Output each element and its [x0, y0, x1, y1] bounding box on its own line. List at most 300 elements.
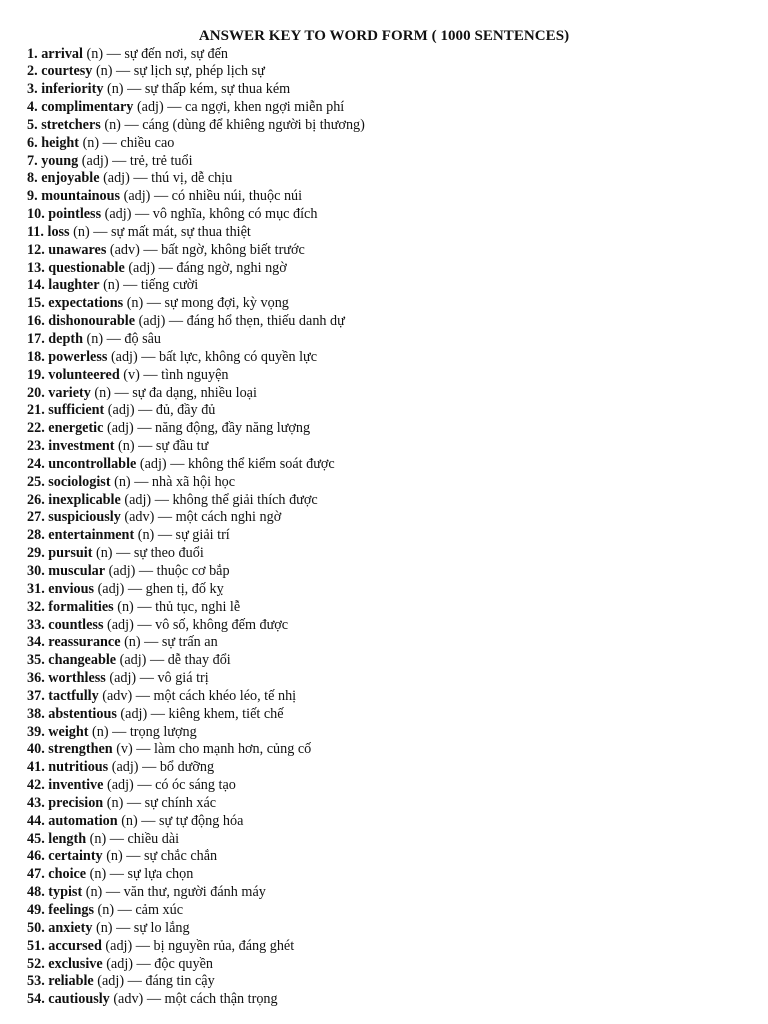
entry-number: 1.: [27, 45, 38, 62]
entry-word: laughter: [48, 277, 100, 294]
entry-word: investment: [48, 438, 115, 455]
entry-word: loss: [47, 223, 70, 240]
entry-number: 15.: [27, 295, 45, 312]
entry-part-of-speech: (adj): [111, 759, 139, 776]
entry-word: worthless: [48, 670, 106, 687]
entry-separator: —: [141, 812, 156, 829]
entry-meaning: ghen tị, đố kỵ: [145, 580, 224, 597]
entry-number: 22.: [27, 420, 45, 437]
entry-word: strengthen: [48, 741, 113, 758]
entry-separator: —: [138, 562, 154, 579]
answer-entry: [27, 795, 365, 813]
entry-word: entertainment: [48, 527, 135, 544]
answer-entry: [27, 260, 365, 278]
entry-part-of-speech: (adj): [108, 562, 136, 579]
entry-word: tactfully: [48, 687, 99, 704]
entry-separator: —: [137, 616, 152, 633]
entry-number: 13.: [27, 259, 45, 276]
entry-separator: —: [124, 116, 139, 133]
entry-number: 27.: [27, 509, 45, 526]
entry-part-of-speech: (adj): [106, 420, 134, 437]
entry-number: 37.: [27, 687, 45, 704]
answer-entry: [27, 617, 365, 635]
entry-number: 49.: [27, 902, 45, 918]
answer-entry: [27, 331, 365, 349]
answer-entry: [27, 46, 365, 64]
entry-part-of-speech: (adj): [105, 937, 133, 954]
answer-entry: [27, 456, 365, 474]
entry-part-of-speech: (n): [95, 919, 113, 936]
document-title: ANSWER KEY TO WORD FORM ( 1000 SENTENCES): [198, 28, 570, 44]
entry-meaning: làm cho mạnh hơn, củng cố: [154, 741, 312, 758]
entry-meaning: vô số, không đếm được: [155, 616, 289, 633]
entry-separator: —: [168, 313, 184, 330]
entry-meaning: bổ dưỡng: [159, 759, 215, 776]
entry-number: 42.: [27, 777, 45, 794]
entry-part-of-speech: (n): [73, 223, 90, 240]
entry-separator: —: [114, 384, 129, 401]
entry-word: young: [41, 152, 79, 169]
entry-word: courtesy: [41, 63, 93, 80]
entry-meaning: đáng ngờ, nghi ngờ: [176, 259, 287, 276]
entry-part-of-speech: (n): [85, 884, 103, 901]
entry-part-of-speech: (adj): [107, 616, 134, 633]
entry-word: reliable: [48, 973, 94, 990]
entry-word: dishonourable: [48, 313, 136, 330]
entry-number: 44.: [27, 812, 45, 829]
entry-separator: —: [106, 331, 121, 347]
answer-entry: [27, 706, 365, 724]
entry-separator: —: [123, 277, 138, 294]
entry-number: 9.: [27, 188, 38, 205]
entry-separator: —: [116, 63, 131, 80]
entry-word: weight: [48, 723, 89, 740]
entry-number: 4.: [27, 99, 38, 116]
entry-part-of-speech: (n): [106, 848, 123, 865]
entry-word: volunteered: [48, 366, 120, 383]
entry-separator: —: [137, 598, 152, 615]
entry-separator: —: [116, 545, 131, 562]
entry-number: 45.: [27, 830, 45, 847]
entry-word: formalities: [48, 598, 114, 615]
entry-word: expectations: [48, 295, 124, 312]
entry-part-of-speech: (adj): [120, 705, 148, 722]
entry-separator: —: [170, 455, 185, 472]
entry-meaning: sự chính xác: [144, 794, 217, 811]
entry-meaning: bất ngờ, không biết trước: [161, 241, 305, 258]
entry-part-of-speech: (n): [103, 277, 120, 294]
entry-part-of-speech: (n): [89, 830, 107, 847]
entry-part-of-speech: (adv): [124, 509, 155, 526]
entry-part-of-speech: (n): [86, 45, 104, 62]
entry-word: depth: [48, 331, 83, 347]
entry-word: automation: [48, 812, 118, 829]
entry-separator: —: [153, 188, 169, 205]
entry-meaning: sự chắc chắn: [144, 848, 218, 865]
answer-entry: [27, 866, 365, 884]
entry-meaning: trẻ, trẻ tuổi: [129, 152, 193, 169]
entry-part-of-speech: (n): [114, 473, 131, 490]
entry-meaning: chiều cao: [120, 134, 175, 151]
entry-meaning: tiếng cười: [140, 277, 199, 294]
entry-separator: —: [143, 241, 158, 258]
entry-part-of-speech: (n): [92, 723, 109, 740]
entry-separator: —: [109, 830, 124, 847]
answer-entry: [27, 563, 365, 581]
answer-entry: [27, 509, 365, 527]
entry-word: height: [41, 134, 80, 151]
entry-part-of-speech: (adj): [106, 955, 133, 972]
entry-part-of-speech: (adj): [128, 259, 156, 276]
entry-separator: —: [102, 134, 117, 151]
entry-part-of-speech: (adj): [110, 348, 138, 365]
answer-entry: [27, 831, 365, 849]
answer-entry: [27, 545, 365, 563]
entry-meaning: năng động, đầy năng lượng: [155, 420, 311, 437]
answer-entry: [27, 367, 365, 385]
entry-meaning: thủ tục, nghi lễ: [155, 598, 241, 615]
entry-part-of-speech: (n): [104, 116, 121, 133]
entry-word: countless: [48, 616, 104, 633]
entry-number: 48.: [27, 884, 45, 901]
entry-number: 43.: [27, 794, 45, 811]
entry-meaning: cáng (dùng để khiêng người bị thương): [142, 116, 365, 133]
entry-part-of-speech: (adj): [124, 491, 152, 508]
entry-meaning: sự mất mát, sự thua thiệt: [110, 223, 251, 240]
entry-part-of-speech: (adv): [102, 687, 133, 704]
entry-part-of-speech: (adj): [104, 206, 132, 223]
entry-word: feelings: [48, 902, 94, 918]
entry-separator: —: [154, 491, 169, 508]
answer-entry: [27, 224, 365, 242]
entry-separator: —: [117, 902, 132, 918]
entry-number: 52.: [27, 955, 45, 972]
entry-word: suspiciously: [48, 509, 121, 526]
answer-entry: [27, 956, 365, 974]
entry-number: 7.: [27, 152, 38, 169]
entry-separator: —: [136, 955, 151, 972]
answer-entry: [27, 313, 365, 331]
entry-word: reassurance: [48, 634, 121, 651]
entry-part-of-speech: (adj): [97, 580, 125, 597]
entry-separator: —: [134, 473, 149, 490]
answer-entry: [27, 385, 365, 403]
entry-meaning: không thể kiểm soát được: [187, 455, 335, 472]
entry-part-of-speech: (v): [116, 741, 133, 758]
entry-meaning: đủ, đầy đủ: [155, 402, 216, 419]
entry-part-of-speech: (adj): [139, 455, 167, 472]
entry-part-of-speech: (adv): [109, 241, 140, 258]
entry-word: anxiety: [48, 919, 93, 936]
entry-separator: —: [127, 81, 142, 98]
entry-word: length: [48, 830, 87, 847]
entry-number: 40.: [27, 741, 45, 758]
answer-entry: [27, 170, 365, 188]
entry-meaning: có nhiều núi, thuộc núi: [171, 188, 303, 205]
entry-number: 24.: [27, 455, 45, 472]
entry-separator: —: [143, 366, 158, 383]
answer-entry: [27, 902, 365, 920]
entry-part-of-speech: (n): [106, 794, 124, 811]
entry-meaning: đáng tin cậy: [145, 973, 215, 990]
entry-number: 34.: [27, 634, 45, 651]
entry-part-of-speech: (n): [82, 134, 100, 151]
entry-part-of-speech: (adj): [107, 402, 135, 419]
entry-meaning: vô giá trị: [157, 670, 209, 687]
answer-entry: [27, 117, 365, 135]
answer-entry: [27, 242, 365, 260]
entry-word: abstentious: [48, 705, 117, 722]
entry-part-of-speech: (n): [106, 81, 124, 98]
entry-meaning: sự đến nơi, sự đến: [124, 45, 228, 62]
entry-meaning: sự giải trí: [175, 527, 230, 544]
entry-word: sufficient: [48, 402, 105, 419]
entry-meaning: nhà xã hội học: [151, 473, 236, 490]
entry-number: 16.: [27, 313, 45, 330]
answer-entry: [27, 741, 365, 759]
entry-word: arrival: [41, 45, 83, 62]
entry-separator: —: [112, 152, 127, 169]
entry-word: inventive: [48, 777, 104, 794]
entry-part-of-speech: (n): [95, 545, 113, 562]
entry-part-of-speech: (n): [126, 295, 144, 312]
entry-meaning: một cách thận trọng: [164, 991, 278, 1008]
entry-meaning: sự thấp kém, sự thua kém: [144, 81, 291, 98]
entry-separator: —: [137, 420, 152, 437]
entry-part-of-speech: (n): [97, 902, 115, 918]
answer-entry: [27, 420, 365, 438]
entry-meaning: cảm xúc: [135, 902, 184, 918]
entry-meaning: sự theo đuổi: [133, 545, 204, 562]
entry-word: unawares: [48, 241, 107, 258]
entry-separator: —: [157, 509, 173, 526]
entry-number: 54.: [27, 991, 45, 1008]
entry-number: 5.: [27, 116, 38, 133]
entry-separator: —: [157, 527, 172, 544]
entry-meaning: sự lựa chọn: [127, 866, 194, 883]
answer-entry: [27, 688, 365, 706]
entry-separator: —: [141, 348, 156, 365]
entry-number: 3.: [27, 81, 38, 98]
answer-entry: [27, 81, 365, 99]
entry-number: 31.: [27, 580, 45, 597]
entry-meaning: sự tự động hóa: [159, 812, 244, 829]
answer-entry: [27, 581, 365, 599]
entry-number: 35.: [27, 652, 45, 669]
entry-meaning: thú vị, dễ chịu: [151, 170, 233, 187]
entry-separator: —: [106, 45, 121, 62]
answer-entry: [27, 188, 365, 206]
entry-meaning: kiêng khem, tiết chế: [168, 705, 284, 722]
entry-part-of-speech: (adv): [113, 991, 144, 1008]
answer-entry: [27, 135, 365, 153]
entry-number: 39.: [27, 723, 45, 740]
entry-number: 14.: [27, 277, 45, 294]
entry-separator: —: [142, 759, 157, 776]
entry-word: variety: [48, 384, 91, 401]
entry-part-of-speech: (n): [94, 384, 111, 401]
entry-part-of-speech: (n): [117, 598, 134, 615]
entry-number: 18.: [27, 348, 45, 365]
entry-number: 28.: [27, 527, 45, 544]
entry-separator: —: [144, 634, 159, 651]
entry-separator: —: [135, 206, 150, 223]
answer-entry: [27, 492, 365, 510]
entry-meaning: có óc sáng tạo: [155, 777, 236, 794]
entry-separator: —: [146, 295, 161, 312]
entry-meaning: ca ngợi, khen ngợi miễn phí: [185, 99, 345, 116]
entry-meaning: vô nghĩa, không có mục đích: [152, 206, 318, 223]
answer-entry: [27, 884, 365, 902]
entry-part-of-speech: (adj): [123, 188, 151, 205]
entry-separator: —: [138, 402, 153, 419]
entry-meaning: trọng lượng: [129, 723, 197, 740]
entry-meaning: dễ thay đổi: [167, 652, 231, 669]
answer-entry: [27, 973, 365, 991]
entry-separator: —: [126, 794, 142, 811]
answer-entry: [27, 652, 365, 670]
entry-part-of-speech: (n): [89, 866, 107, 883]
entry-part-of-speech: (n): [121, 812, 138, 829]
entry-separator: —: [167, 99, 182, 116]
entry-word: precision: [48, 794, 104, 811]
answer-key-list: [27, 46, 365, 1010]
entry-word: certainty: [48, 848, 103, 865]
entry-number: 29.: [27, 545, 45, 562]
entry-meaning: đáng hổ thẹn, thiếu danh dự: [186, 313, 345, 330]
entry-meaning: độ sâu: [124, 331, 162, 347]
entry-separator: —: [158, 259, 173, 276]
answer-entry: [27, 724, 365, 742]
entry-separator: —: [150, 705, 165, 722]
entry-word: muscular: [48, 562, 106, 579]
entry-number: 51.: [27, 937, 45, 954]
entry-separator: —: [135, 937, 150, 954]
entry-meaning: sự đa dạng, nhiều loại: [132, 384, 257, 401]
entry-word: cautiously: [48, 991, 110, 1008]
entry-separator: —: [126, 848, 141, 865]
entry-separator: —: [133, 170, 148, 187]
entry-separator: —: [146, 991, 161, 1008]
answer-entry: [27, 402, 365, 420]
entry-part-of-speech: (adj): [109, 670, 137, 687]
entry-part-of-speech: (adj): [119, 652, 147, 669]
answer-entry: [27, 295, 365, 313]
entry-number: 46.: [27, 848, 45, 865]
entry-number: 6.: [27, 134, 38, 151]
answer-entry: [27, 938, 365, 956]
entry-part-of-speech: (adj): [103, 170, 130, 187]
entry-separator: —: [116, 919, 131, 936]
entry-part-of-speech: (adj): [81, 152, 109, 169]
entry-word: pursuit: [48, 545, 93, 562]
answer-entry: [27, 277, 365, 295]
entry-number: 23.: [27, 438, 45, 455]
entry-word: pointless: [48, 206, 102, 223]
entry-meaning: bị nguyền rủa, đáng ghét: [153, 937, 295, 954]
entry-part-of-speech: (n): [86, 331, 104, 347]
entry-part-of-speech: (n): [95, 63, 113, 80]
answer-entry: [27, 991, 365, 1009]
entry-number: 17.: [27, 331, 45, 347]
entry-part-of-speech: (adj): [138, 313, 166, 330]
answer-entry: [27, 349, 365, 367]
entry-number: 47.: [27, 866, 45, 883]
entry-word: envious: [48, 580, 95, 597]
entry-number: 25.: [27, 473, 45, 490]
entry-word: energetic: [48, 420, 104, 437]
entry-meaning: sự lịch sự, phép lịch sự: [133, 63, 265, 80]
entry-word: inferiority: [41, 81, 104, 98]
entry-part-of-speech: (adj): [136, 99, 164, 116]
entry-number: 32.: [27, 598, 45, 615]
entry-number: 8.: [27, 170, 38, 187]
entry-meaning: không thể giải thích được: [172, 491, 318, 508]
entry-number: 10.: [27, 206, 45, 223]
entry-part-of-speech: (n): [118, 438, 135, 455]
entry-number: 12.: [27, 241, 45, 258]
answer-entry: [27, 63, 365, 81]
entry-separator: —: [137, 777, 152, 794]
entry-number: 21.: [27, 402, 45, 419]
entry-meaning: bất lực, không có quyền lực: [159, 348, 318, 365]
entry-word: exclusive: [48, 955, 103, 972]
entry-number: 20.: [27, 384, 45, 401]
entry-meaning: một cách khéo léo, tế nhị: [153, 687, 297, 704]
entry-part-of-speech: (adj): [107, 777, 134, 794]
entry-number: 26.: [27, 491, 45, 508]
entry-part-of-speech: (v): [123, 366, 140, 383]
entry-word: accursed: [48, 937, 102, 954]
entry-separator: —: [112, 723, 127, 740]
entry-word: mountainous: [41, 188, 121, 205]
entry-separator: —: [139, 670, 154, 687]
entry-part-of-speech: (n): [137, 527, 155, 544]
entry-meaning: thuộc cơ bắp: [156, 562, 230, 579]
entry-meaning: chiều dài: [127, 830, 180, 847]
entry-word: changeable: [48, 652, 117, 669]
entry-separator: —: [135, 687, 150, 704]
entry-word: powerless: [48, 348, 108, 365]
entry-word: enjoyable: [41, 170, 100, 187]
entry-word: nutritious: [48, 759, 109, 776]
entry-separator: —: [138, 438, 153, 455]
entry-meaning: tình nguyện: [161, 366, 229, 383]
answer-entry: [27, 670, 365, 688]
answer-entry: [27, 438, 365, 456]
entry-word: uncontrollable: [48, 455, 137, 472]
entry-word: sociologist: [48, 473, 111, 490]
entry-word: choice: [48, 866, 87, 883]
entry-word: questionable: [48, 259, 125, 276]
answer-entry: [27, 920, 365, 938]
entry-separator: —: [105, 884, 121, 901]
answer-entry: [27, 599, 365, 617]
entry-separator: —: [93, 223, 108, 240]
entry-separator: —: [136, 741, 151, 758]
entry-part-of-speech: (adj): [97, 973, 125, 990]
entry-meaning: độc quyền: [154, 955, 213, 972]
entry-meaning: sự trấn an: [161, 634, 218, 651]
entry-word: typist: [48, 884, 83, 901]
entry-meaning: một cách nghi ngờ: [175, 509, 282, 526]
answer-entry: [27, 99, 365, 117]
entry-meaning: sự đầu tư: [155, 438, 209, 455]
answer-entry: [27, 777, 365, 795]
answer-entry: [27, 206, 365, 224]
entry-word: stretchers: [41, 116, 101, 133]
entry-separator: —: [149, 652, 165, 669]
